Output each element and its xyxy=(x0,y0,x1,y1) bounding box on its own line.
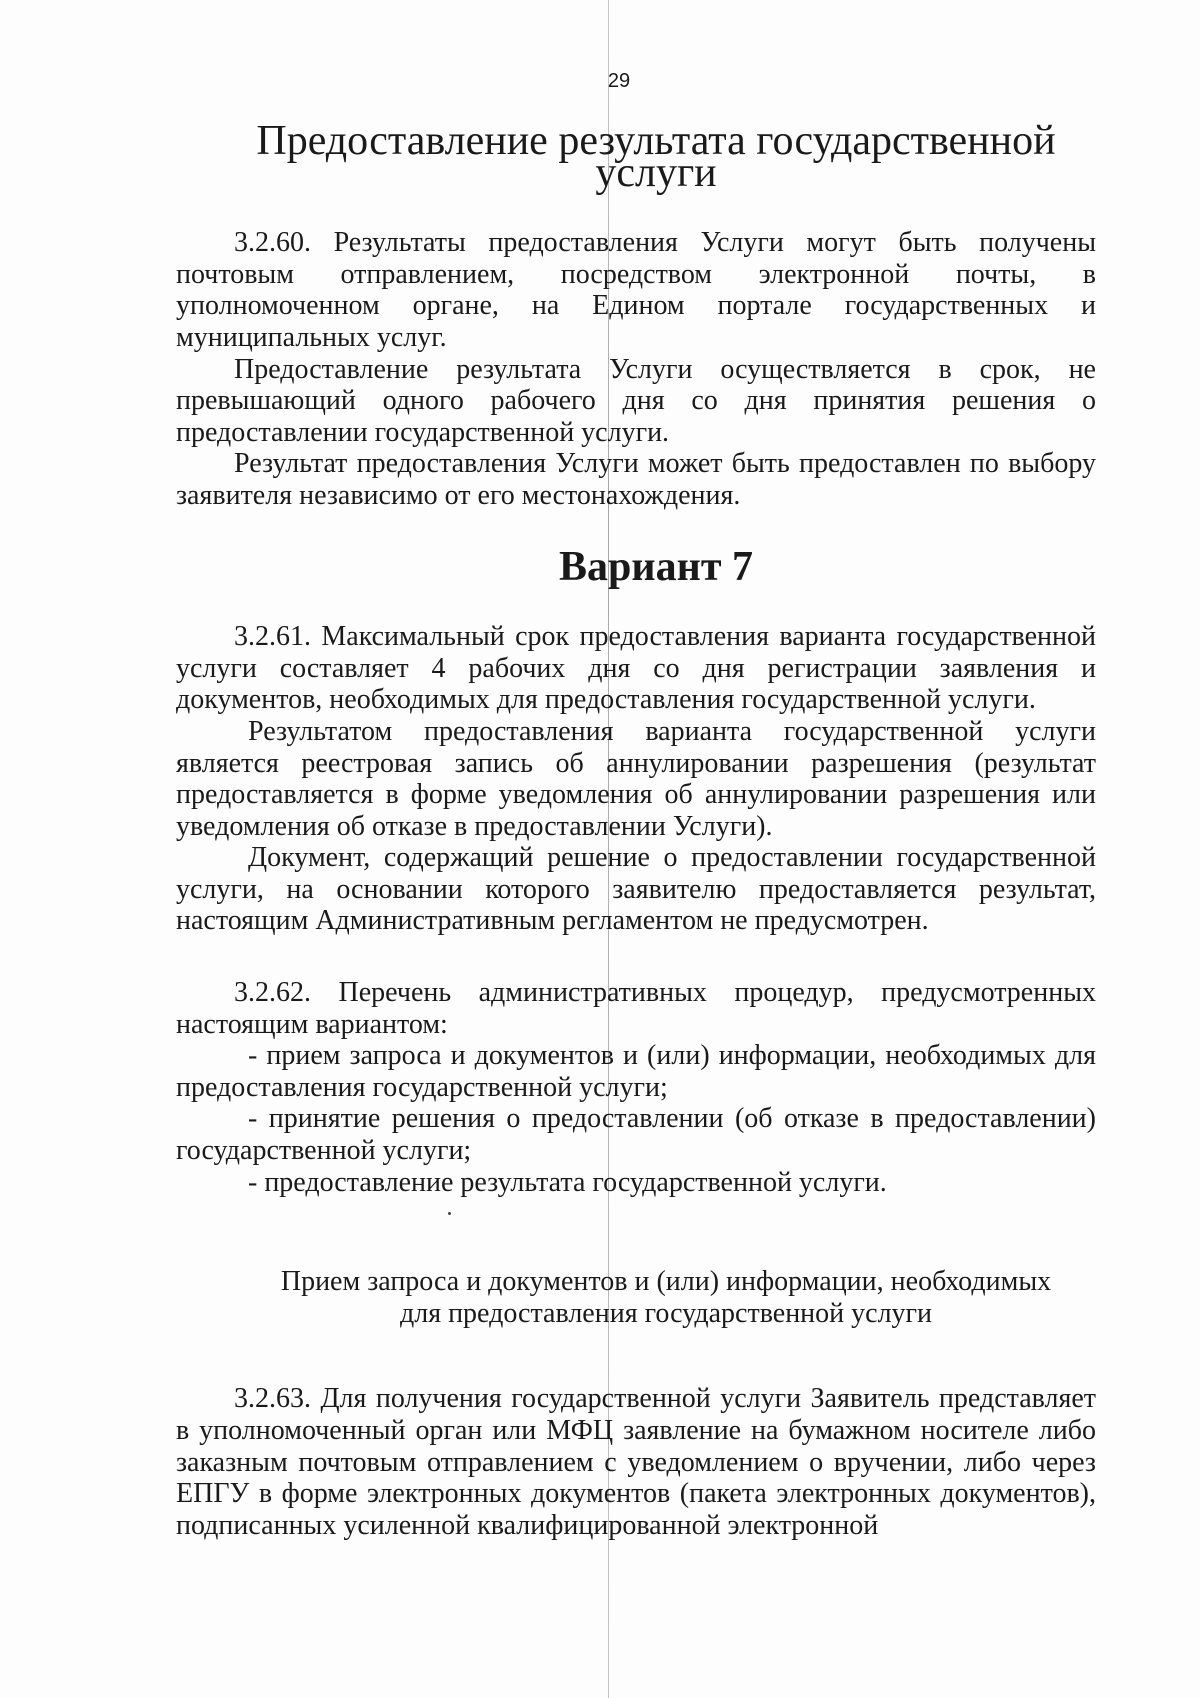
paragraph-result-term: Предоставление результата Услуги осуществляется в срок, не превышающий одного рабочего дня со дня принятия решения о предоставлении государственной услуги. xyxy=(176,353,1096,448)
paragraph-3-2-61: 3.2.61. Максимальный срок предоставления варианта государственной услуги составляет 4 рабочих дня со дня регистрации заявления и документов, необходимых для предоставления государственной услуги. xyxy=(176,621,1096,716)
paragraph-3-2-63: 3.2.63. Для получения государственной услуги Заявитель представляет в уполномоченный орган или МФЦ заявление на бумажном носителе либо заказным почтовым отправлением с уведомлением о вручении, либо через ЕПГУ в форме электронных документов (пакета электронных документов), подписанных усиленной квалифицированной электронной xyxy=(176,1383,1096,1541)
list-item: - принятие решения о предоставлении (об отказе в предоставлении) государственной услуги; xyxy=(176,1103,1096,1167)
list-item: - прием запроса и документов и (или) информации, необходимых для предоставления государственной услуги; xyxy=(176,1040,1096,1103)
page-number: 29 xyxy=(607,70,631,92)
section-heading-request-line2: для предоставления государственной услуги xyxy=(399,1297,933,1329)
section-heading-variant: Вариант 7 xyxy=(559,543,753,590)
list-item: - предоставление результата государственной услуги. xyxy=(248,1166,887,1198)
document-body xyxy=(176,118,1096,1541)
paragraph-result-choice: Результат предоставления Услуги может быть предоставлен по выбору заявителя независимо от его местонахождения. xyxy=(176,448,1096,511)
paragraph-variant-result: Результатом предоставления варианта государственной услуги является реестровая запись об аннулировании разрешения (результат предоставляется в форме уведомления об аннулировании разрешения или уведомления об отказе в предоставлении Услуги). xyxy=(176,715,1096,842)
paragraph-variant-document: Документ, содержащий решение о предоставлении государственной услуги, на основании которого заявителю предоставляется результат, настоящим Административным регламентом не предусмотрен. xyxy=(176,842,1096,937)
section-heading-request-line1: Прием запроса и документов и (или) информации, необходимых xyxy=(280,1266,1052,1298)
section-heading-request xyxy=(176,1266,1096,1329)
paragraph-3-2-60: 3.2.60. Результаты предоставления Услуги могут быть получены почтовым отправлением, посредством электронной почты, в уполномоченном органе, на Едином портале государственных и муниципальных услуг. xyxy=(176,227,1096,353)
paragraph-3-2-62: 3.2.62. Перечень административных процедур, предусмотренных настоящим вариантом: xyxy=(176,977,1096,1040)
section-heading-result: Предоставление результата государственной услуги xyxy=(256,118,1056,196)
